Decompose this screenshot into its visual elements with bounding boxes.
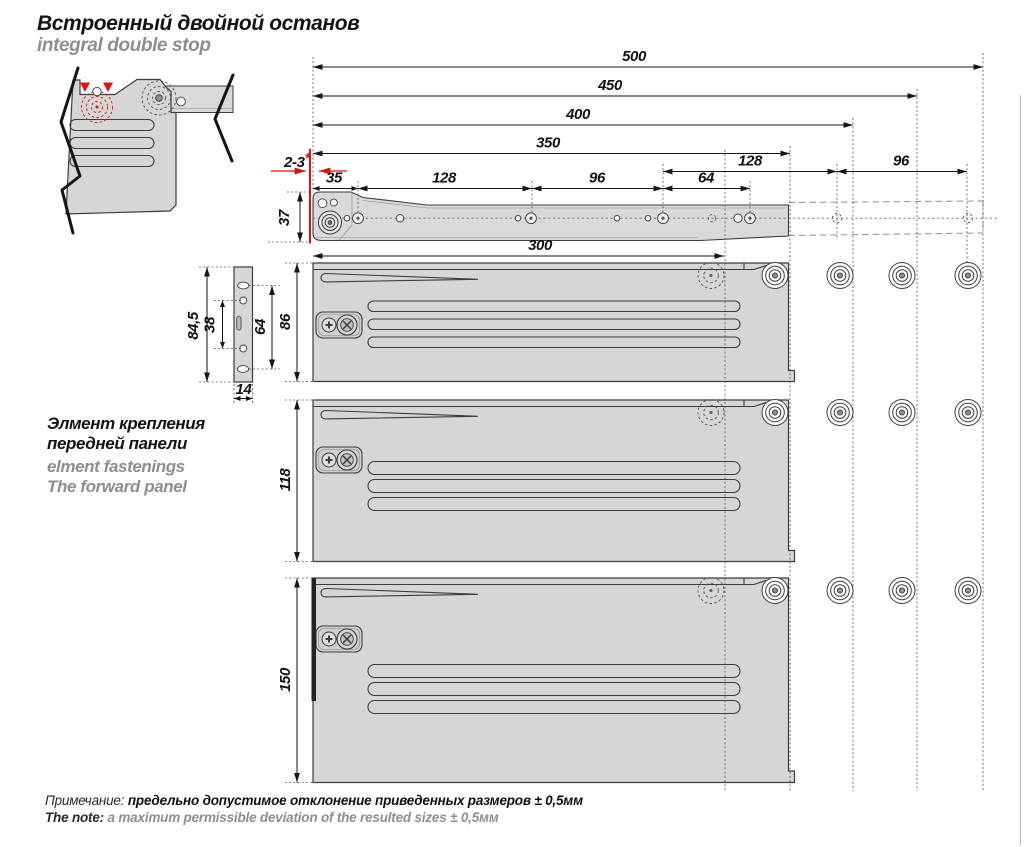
dim-14 bbox=[234, 381, 253, 399]
dim-350-label: 350 bbox=[536, 134, 560, 152]
rivet-450 bbox=[889, 578, 915, 604]
note-en-label: The note: bbox=[45, 810, 104, 825]
phantom-rail-bottom bbox=[789, 233, 984, 236]
rivet-450 bbox=[889, 400, 915, 426]
dim-37 bbox=[276, 192, 300, 242]
dim-rear-96-label: 96 bbox=[893, 152, 909, 170]
bracket-slot-hole bbox=[237, 366, 248, 373]
front-roller bbox=[319, 211, 342, 234]
rivet bbox=[762, 400, 788, 426]
mounted-front-bracket-edge bbox=[312, 578, 317, 701]
front-panel-fastening-element bbox=[316, 447, 362, 473]
rivet bbox=[762, 578, 788, 604]
dim-38 bbox=[202, 301, 223, 349]
dim-84-5-label: 84,5 bbox=[185, 312, 202, 340]
drawing-title bbox=[37, 13, 359, 57]
title-english: integral double stop bbox=[37, 35, 211, 56]
front-bracket-detail bbox=[234, 267, 253, 382]
drawer-panel-150 bbox=[312, 578, 795, 783]
rivet bbox=[762, 263, 788, 289]
rivet-400 bbox=[827, 400, 853, 426]
rivet-500 bbox=[955, 578, 981, 604]
note-ru-label: Примечание: bbox=[45, 793, 125, 808]
title-russian: Встроенный двойной останов bbox=[37, 12, 360, 35]
front-panel-fastening-element bbox=[316, 626, 362, 652]
dim-400 bbox=[313, 106, 853, 125]
drawer-panel-86 bbox=[313, 263, 795, 382]
bracket-notch bbox=[237, 317, 241, 331]
dim-rear-128-label: 128 bbox=[738, 152, 762, 170]
dim-500 bbox=[313, 48, 983, 67]
dim-bracket-64 bbox=[252, 286, 272, 370]
dim-150-label: 150 bbox=[277, 668, 294, 692]
front-panel-fastening-element bbox=[316, 312, 362, 338]
note-en-text: a maximum permissible deviation of the resulted sizes ± 0,5мм bbox=[107, 810, 499, 825]
dim-300-label: 300 bbox=[528, 237, 552, 254]
dim-14-label: 14 bbox=[235, 381, 252, 398]
dim-118-label: 118 bbox=[277, 468, 294, 492]
dim-96-label: 96 bbox=[589, 169, 605, 187]
dim-35-label: 35 bbox=[326, 169, 342, 187]
note-line-en bbox=[45, 809, 583, 826]
dim-128-label: 128 bbox=[432, 169, 456, 187]
bracket-slot-hole bbox=[238, 282, 249, 289]
gap-dim-label: 2-3* bbox=[284, 150, 310, 171]
rivet-500 bbox=[955, 400, 981, 426]
fastening-label-ru-line1: Элмент крепления bbox=[47, 414, 205, 433]
rivet-400 bbox=[827, 578, 853, 604]
rail-body bbox=[313, 192, 789, 241]
dim-150 bbox=[277, 578, 297, 783]
dim-38-label: 38 bbox=[201, 317, 219, 333]
dim-64-label: 64 bbox=[698, 169, 714, 187]
dim-128 bbox=[358, 170, 532, 189]
dim-400-label: 400 bbox=[566, 106, 590, 123]
slide-rail-side-view bbox=[313, 192, 998, 241]
dim-37-label: 37 bbox=[276, 210, 293, 226]
dim-64 bbox=[663, 170, 750, 189]
note-ru-text: предельно допустимое отклонение приведенных размеров ± 0,5мм bbox=[127, 793, 583, 808]
dim-350 bbox=[313, 135, 790, 154]
dim-96 bbox=[532, 170, 663, 189]
dim-86-label: 86 bbox=[277, 314, 294, 330]
dim-450 bbox=[313, 77, 917, 96]
drawer-panel-118 bbox=[313, 400, 795, 562]
dim-450-label: 450 bbox=[598, 77, 622, 94]
rivet-450 bbox=[889, 263, 915, 289]
fastening-label-en-line1: elment fastenings bbox=[47, 457, 185, 476]
dim-rear-128 bbox=[663, 153, 837, 172]
inset-stop-hole bbox=[93, 87, 101, 95]
fastening-element-label bbox=[47, 414, 205, 497]
dim-86 bbox=[277, 263, 297, 382]
fastening-label-ru-line2: передней панели bbox=[47, 434, 187, 453]
dim-rear-96 bbox=[837, 153, 967, 172]
fastening-label-en-line2: The forward panel bbox=[47, 477, 187, 496]
stop-arrow-icon bbox=[80, 83, 90, 93]
stop-arrow-icon bbox=[103, 83, 113, 93]
note-line-ru bbox=[45, 792, 583, 809]
double-stop-detail-inset bbox=[61, 68, 233, 233]
rivet-500 bbox=[955, 263, 981, 289]
rivet-400 bbox=[827, 263, 853, 289]
dim-118 bbox=[277, 400, 297, 562]
inset-rail-hole bbox=[177, 97, 186, 106]
tolerance-note bbox=[45, 792, 583, 826]
dim-35 bbox=[313, 170, 358, 189]
dim-500-label: 500 bbox=[622, 48, 646, 65]
dim-bracket-64-label: 64 bbox=[252, 319, 269, 335]
phantom-rail-top bbox=[789, 201, 984, 203]
